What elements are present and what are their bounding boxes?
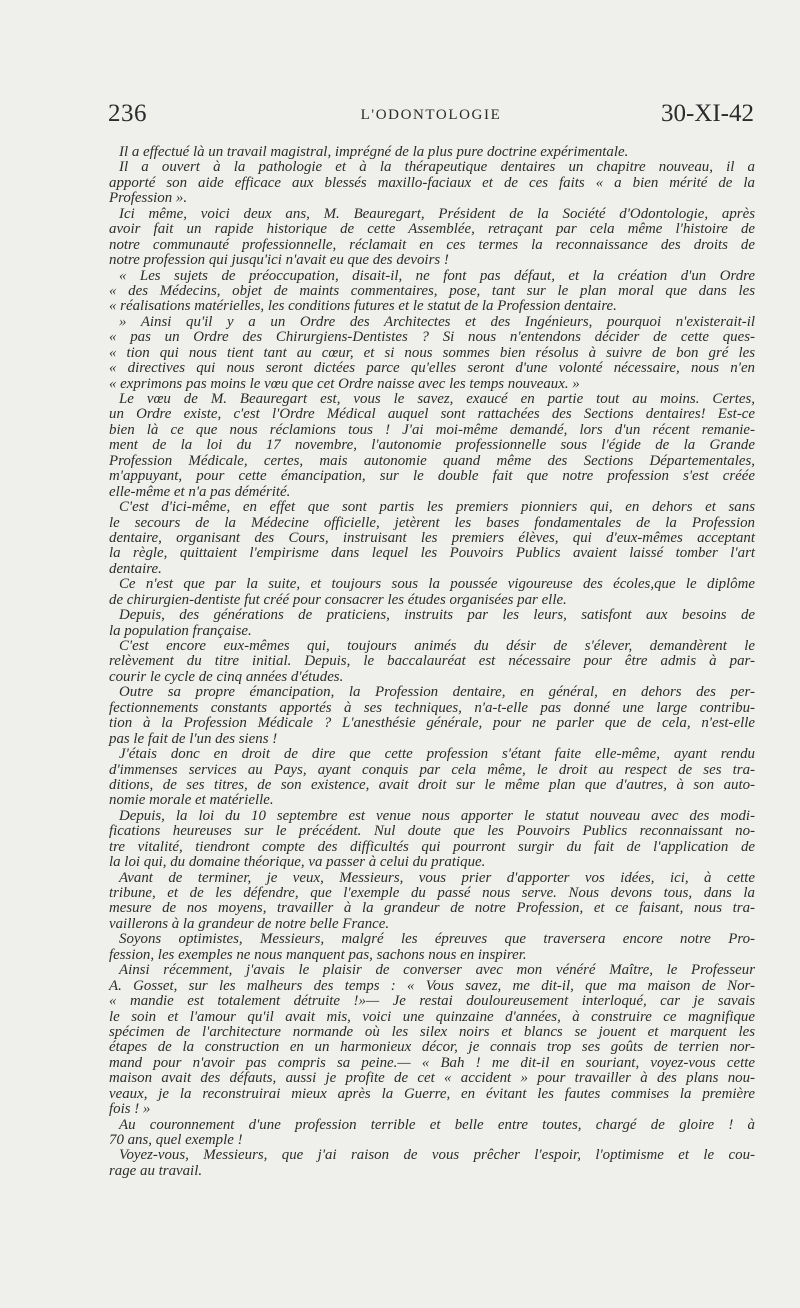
text-line: Profession ». bbox=[109, 190, 188, 207]
text-line: Ce n'est que par la suite, et toujours sous la poussée vigoureuse des écoles,que le diplôme bbox=[119, 576, 755, 593]
text-line: « exprimons pas moins le vœu que cet Ordre naisse avec les temps nouveaux. » bbox=[109, 375, 580, 392]
text-line: de chirurgien-dentiste fut créé pour consacrer les études organisées par elle. bbox=[109, 591, 567, 608]
text-line: spécimen de l'architecture normande où les silex noirs et blancs se jouent et marquent les bbox=[109, 1023, 755, 1040]
text-line: A. Gosset, sur les malheurs des temps : « Vous savez, me dit-il, que ma maison de Nor- bbox=[109, 977, 755, 994]
text-line: la règle, quittaient l'empirisme dans lequel les Pouvoirs Publics avaient laissé tomber l'art bbox=[109, 545, 755, 562]
text-line: « tion qui nous tient tant au cœur, et si nous sommes bien résolus à suivre de bon gré les bbox=[109, 344, 755, 361]
page-number: 236 bbox=[108, 100, 147, 127]
text-line: mand pour n'avoir pas compris sa peine.— « Bah ! me dit-il en souriant, voyez-vous cette bbox=[109, 1054, 755, 1071]
text-line: fession, les exemples ne nous manquent pas, sachons nous en inspirer. bbox=[109, 946, 527, 963]
text-line: fectionnements constants apportés à ses techniques, n'a-t-elle pas donné une large contribu- bbox=[109, 699, 755, 716]
text-line: le secours de la Médecine officielle, jetèrent les bases fondamentales de la Profession bbox=[109, 514, 755, 531]
text-line: Avant de terminer, je veux, Messieurs, vous prier d'apporter vos idées, ici, à cette bbox=[119, 869, 755, 886]
text-line: Depuis, la loi du 10 septembre est venue nous apporter le statut nouveau avec des modi- bbox=[119, 807, 755, 824]
text-line: relèvement du titre initial. Depuis, le baccalauréat est nécessaire pour être admis à par- bbox=[109, 653, 755, 670]
text-line: elle-même et n'a pas démérité. bbox=[109, 483, 291, 500]
text-line: étapes de la construction en un harmonieux décor, je connais trop ses goûts de terrien nor- bbox=[109, 1039, 755, 1056]
text-line: Le vœu de M. Beauregart est, vous le savez, exaucé en partie tout au moins. Certes, bbox=[119, 391, 755, 407]
text-line: J'étais donc en droit de dire que cette profession s'étant faite elle-même, ayant rendu bbox=[119, 746, 755, 763]
text-line: dentaire. bbox=[109, 560, 162, 577]
text-line: apporté son aide efficace aux blessés maxillo-faciaux et de ces faits « a bien mérité de la bbox=[109, 174, 755, 191]
text-line: m'appuyant, pour cette émancipation, sur le double fait que notre profession s'est créée bbox=[109, 468, 755, 485]
text-line: dentaire, organisant des Cours, instruisant les premiers élèves, qui d'eux-mêmes acceptant bbox=[109, 529, 755, 546]
article-body bbox=[109, 145, 755, 1179]
text-line: tribune, et de les défendre, que l'exemple du passé nous serve. Nous devons tous, dans la bbox=[109, 885, 755, 901]
text-line: » Ainsi qu'il y a un Ordre des Architectes et des Ingénieurs, pourquoi n'existerait-il bbox=[119, 313, 755, 330]
text-line: tre vitalité, tiendront compte des difficultés qui pourront surgir du fait de l'application de bbox=[109, 838, 755, 855]
text-line: avoir fait un rapide historique de cette Assemblée, retraçant par cela même l'histoire de bbox=[109, 221, 755, 238]
text-line: « directives qui nous seront dictées parce qu'elles seront d'une volonté nécessaire, nous n'en bbox=[109, 360, 755, 377]
text-line: Soyons optimistes, Messieurs, malgré les épreuves que traversera encore notre Pro- bbox=[119, 931, 755, 948]
text-line: ditions, de ses titres, de son existence, avait droit sur le même plan que d'autres, à son auto- bbox=[109, 776, 755, 793]
text-line: « mandie est totalement détruite !»— Je restai douloureusement interloqué, car je savais bbox=[109, 993, 755, 1010]
text-line: un Ordre existe, c'est l'Ordre Médical auquel sont rattachées des Sections dentaires! Est-ce bbox=[109, 406, 755, 423]
text-line: fois ! » bbox=[109, 1101, 151, 1118]
text-line: « réalisations matérielles, les conditions futures et le statut de la Profession dentaire. bbox=[109, 298, 617, 315]
text-line: « Les sujets de préoccupation, disait-il, ne font pas défaut, et la création d'un Ordre bbox=[119, 267, 755, 284]
journal-title: L'ODONTOLOGIE bbox=[360, 107, 502, 123]
text-line: bien là ce que nous réclamions tous ! J'ai moi-même demandé, lors d'un récent remanie- bbox=[109, 421, 755, 438]
text-line: Outre sa propre émancipation, la Profession dentaire, en général, en dehors des per- bbox=[119, 684, 755, 701]
text-line: vaillerons à la grandeur de notre belle France. bbox=[109, 915, 390, 932]
text-line: rage au travail. bbox=[109, 1162, 203, 1179]
text-line: C'est d'ici-même, en effet que sont partis les premiers pionniers qui, en dehors et sans bbox=[119, 499, 755, 516]
text-line: Ici même, voici deux ans, M. Beauregart, Président de la Société d'Odontologie, après bbox=[119, 205, 755, 222]
text-line: la population française. bbox=[109, 622, 252, 639]
text-line: d'immenses services au Pays, ayant conquis par cela même, le droit au respect de ses tra- bbox=[109, 761, 755, 778]
text-line: 70 ans, quel exemple ! bbox=[109, 1132, 243, 1148]
text-line: maison avait des défauts, aussi je profite de cet « accident » pour travailler à des plans nou- bbox=[109, 1070, 755, 1087]
text-line: veaux, je la reconstruirai mieux après la Guerre, en évitant les fautes commises la première bbox=[109, 1085, 755, 1102]
text-line: « des Médecins, objet de maints commentaires, pose, tant sur le plan moral que dans les bbox=[109, 282, 755, 299]
text-line: Depuis, des générations de praticiens, instruits par les leurs, satisfont aux besoins de bbox=[119, 607, 755, 624]
text-line: notre profession qui jusqu'ici n'avait eu que des devoirs ! bbox=[109, 252, 449, 269]
text-line: notre communauté professionnelle, réclamait en ces termes la reconnaissance des droits de bbox=[109, 236, 755, 253]
text-line: courir le cycle de cinq années d'études. bbox=[109, 668, 344, 685]
text-line: le soin et l'amour qu'il avait mis, voici une quinzaine d'années, à construire ce magnifique bbox=[109, 1008, 755, 1025]
text-line: mesure de nos moyens, travailler à la grandeur de notre Profession, et ce faisant, nous tra- bbox=[109, 900, 755, 917]
text-line: Profession Médicale, certes, mais autonomie quand même des Sections Départementales, bbox=[109, 452, 755, 469]
text-line: la loi qui, du domaine théorique, va passer à celui du pratique. bbox=[109, 854, 486, 871]
text-line: nomie morale et matérielle. bbox=[109, 792, 274, 809]
text-line: Il a ouvert à la pathologie et à la thérapeutique dentaires un chapitre nouveau, il a bbox=[119, 159, 755, 176]
text-line: Au couronnement d'une profession terrible et belle entre toutes, chargé de gloire ! à bbox=[119, 1116, 755, 1133]
text-line: C'est encore eux-mêmes qui, toujours animés du désir de s'élever, demandèrent le bbox=[119, 638, 755, 654]
text-line: pas le fait de l'un des siens ! bbox=[109, 730, 278, 747]
text-line: « pas un Ordre des Chirurgiens-Dentistes ? Si nous n'entendons décider de cette ques- bbox=[109, 329, 755, 346]
text-line: Ainsi récemment, j'avais le plaisir de converser avec mon vénéré Maître, le Professeur bbox=[119, 962, 755, 979]
text-line: tion à la Profession Médicale ? L'anesthésie générale, pour ne parler que de cela, n'est-elle bbox=[109, 715, 755, 732]
text-line: ment de la loi du 17 novembre, l'autonomie professionnelle sous l'égide de la Grande bbox=[109, 437, 755, 454]
text-line: Il a effectué là un travail magistral, imprégné de la plus pure doctrine expérimentale. bbox=[119, 144, 629, 160]
text-line: fications heureuses sur le précédent. Nul doute que les Pouvoirs Publics reconnaissant no- bbox=[109, 823, 755, 840]
issue-date: 30-XI-42 bbox=[660, 100, 754, 127]
text-line: Voyez-vous, Messieurs, que j'ai raison de vous prêcher l'espoir, l'optimisme et le cou- bbox=[119, 1147, 755, 1164]
running-header bbox=[108, 100, 754, 130]
